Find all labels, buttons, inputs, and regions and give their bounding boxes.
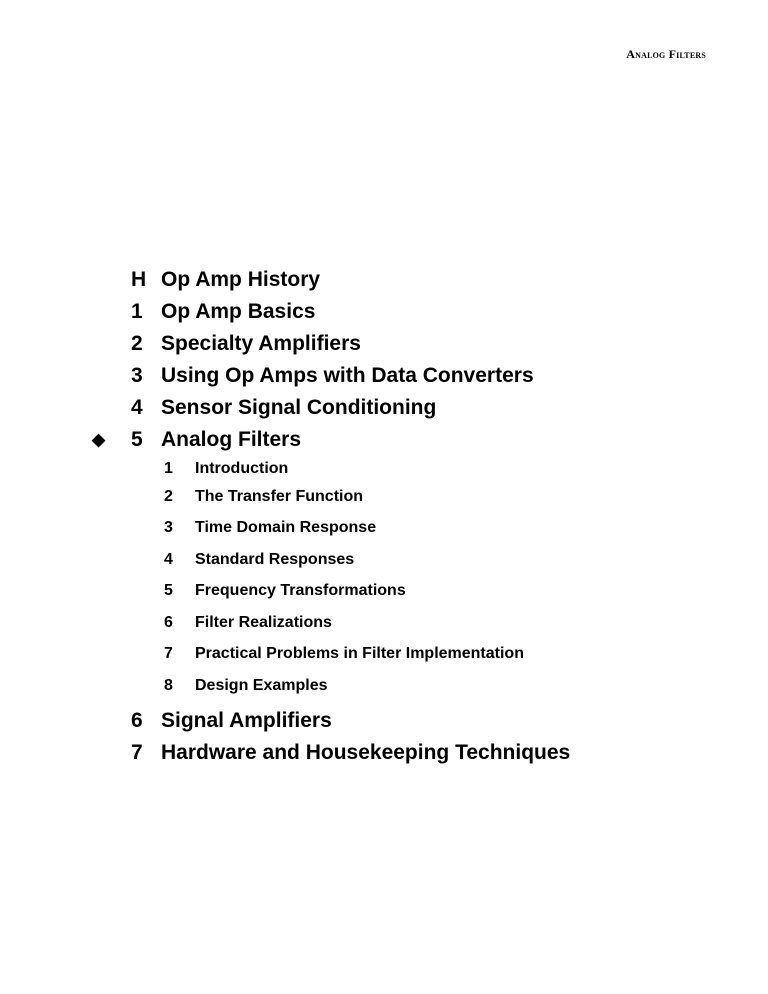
chapter-title: Op Amp Basics bbox=[161, 300, 316, 323]
section-title: Introduction bbox=[195, 460, 289, 477]
chapter-title: Op Amp History bbox=[161, 268, 321, 291]
section-number: 1 bbox=[164, 460, 173, 477]
section-title: Design Examples bbox=[195, 677, 328, 694]
section-title: Standard Responses bbox=[195, 551, 355, 568]
chapter-title: Specialty Amplifiers bbox=[161, 332, 361, 355]
section-title: The Transfer Function bbox=[195, 488, 364, 505]
section-number: 3 bbox=[164, 519, 173, 536]
running-header: Analog Filters bbox=[626, 47, 706, 61]
chapter-number: 2 bbox=[131, 332, 143, 355]
section-title: Practical Problems in Filter Implementation bbox=[195, 645, 524, 662]
section-title: Time Domain Response bbox=[195, 519, 377, 536]
chapter-number: 5 bbox=[131, 428, 143, 451]
section-number: 5 bbox=[164, 582, 173, 599]
section-title: Frequency Transformations bbox=[195, 582, 406, 599]
section-number: 6 bbox=[164, 614, 173, 631]
chapter-title: Hardware and Housekeeping Techniques bbox=[161, 741, 571, 764]
chapter-title: Sensor Signal Conditioning bbox=[161, 396, 437, 419]
chapter-number: 6 bbox=[131, 709, 143, 732]
section-number: 4 bbox=[164, 551, 173, 568]
chapter-number: 7 bbox=[131, 741, 143, 764]
section-title: Filter Realizations bbox=[195, 614, 332, 631]
chapter-title: Using Op Amps with Data Converters bbox=[161, 364, 534, 387]
chapter-number: 4 bbox=[131, 396, 143, 419]
current-chapter-diamond-icon: ◆ bbox=[92, 430, 106, 449]
chapter-number: H bbox=[131, 268, 147, 291]
chapter-number: 3 bbox=[131, 364, 143, 387]
section-number: 8 bbox=[164, 677, 173, 694]
chapter-title: Analog Filters bbox=[161, 428, 302, 451]
section-number: 7 bbox=[164, 645, 173, 662]
chapter-number: 1 bbox=[131, 300, 143, 323]
chapter-title: Signal Amplifiers bbox=[161, 709, 332, 732]
section-number: 2 bbox=[164, 488, 173, 505]
